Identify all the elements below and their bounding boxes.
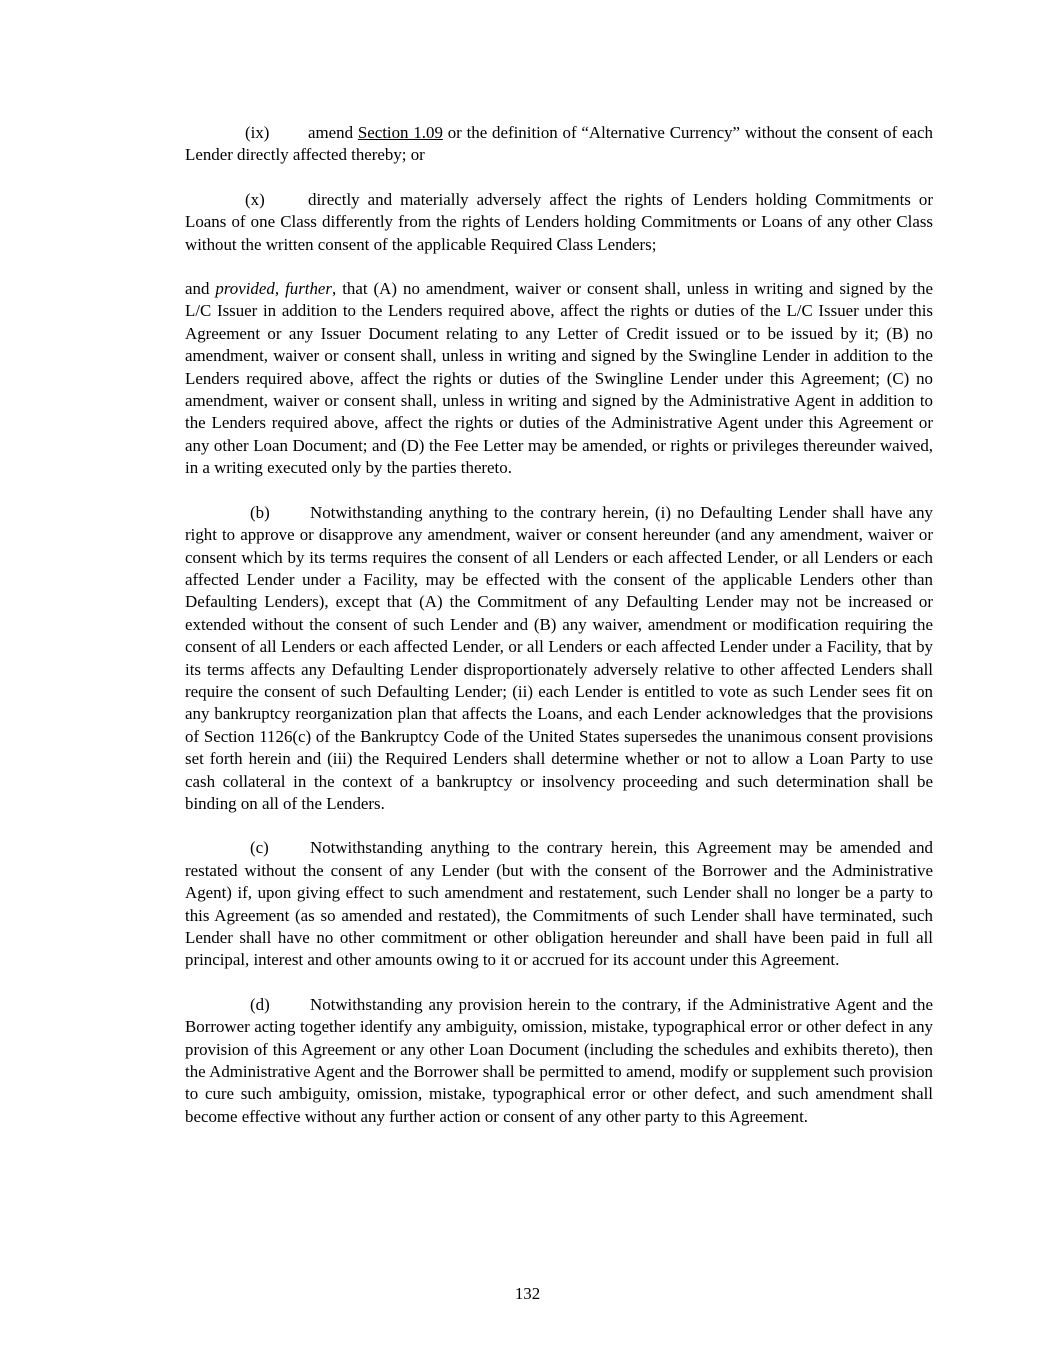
paragraph-d <box>185 994 933 1128</box>
proviso-italic-further: further <box>285 279 332 299</box>
paragraph-c-label: (c) <box>250 838 269 858</box>
clause-x-text: directly and materially adversely affect the rights of Lenders holding Commitments or Loans of one Class differently from the rights of Lenders holding Commitments or Loans of any other Class without the written consent of the applicable Required Class Lenders; <box>185 189 933 254</box>
section-1-09-reference: Section 1.09 <box>357 123 443 142</box>
clause-x-label: (x) <box>245 189 265 209</box>
paragraph-d-text: Notwithstanding any provision herein to the contrary, if the Administrative Agent and the Borrower acting together identify any ambiguity, omission, mistake, typographical error or other defect in any provision of this Agreement or any other Loan Document (including the schedules and exhibits thereto), then the Administrative Agent and the Borrower shall be permitted to amend, modify or supplement such provision to cure such ambiguity, omission, mistake, typographical error or other defect, and such amendment shall become effective without any further action or consent of any other party to this Agreement. <box>185 994 933 1126</box>
paragraph-b-label: (b) <box>250 502 270 522</box>
paragraph-c-text: Notwithstanding anything to the contrary herein, this Agreement may be amended and restated without the consent of any Lender (but with the consent of the Borrower and the Administrative Agent) if, upon giving effect to such amendment and restatement, such Lender shall no longer be a party to this Agreement (as so amended and restated), the Commitments of such Lender shall have terminated, such Lender shall have no other commitment or other obligation hereunder and shall have been paid in full all principal, interest and other amounts owing to it or accrued for its account under this Agreement. <box>185 838 933 970</box>
proviso-paragraph <box>185 278 933 480</box>
page-content <box>185 122 933 1150</box>
clause-ix-label: (ix) <box>245 123 270 142</box>
page-number: 132 <box>514 1284 541 1303</box>
proviso-text-1: and <box>185 279 216 299</box>
paragraph-b <box>185 502 933 816</box>
proviso-italic-provided: provided <box>215 279 275 299</box>
proviso-comma: , <box>274 279 286 299</box>
paragraph-c <box>185 837 933 971</box>
proviso-text-2: , that (A) no amendment, waiver or consent shall, unless in writing and signed by the L/C Issuer in addition to the Lenders required above, affect the rights or duties of the L/C Issuer under this Agreement or any Issuer Document relating to any Letter of Credit issued or to be issued by it; (B) no amendment, waiver or consent shall, unless in writing and signed by the Swingline Lender in addition to the Lenders required above, affect the rights or duties of the Swingline Lender under this Agreement; (C) no amendment, waiver or consent shall, unless in writing and signed by the Administrative Agent in addition to the Lenders required above, affect the rights or duties of the Administrative Agent under this Agreement or any other Loan Document; and (D) the Fee Letter may be amended, or rights or privileges thereunder waived, in a writing executed only by the parties thereto. <box>185 279 933 478</box>
clause-ix-text-start: amend <box>308 123 358 142</box>
paragraph-b-text: Notwithstanding anything to the contrary herein, (i) no Defaulting Lender shall have any right to approve or disapprove any amendment, waiver or consent hereunder (and any amendment, waiver or consent which by its terms requires the consent of all Lenders or each affected Lender, or all Lenders or each affected Lender under a Facility, may be effected with the consent of the applicable Lenders other than Defaulting Lenders), except that (A) the Commitment of any Defaulting Lender may not be increased or extended without the consent of such Lender and (B) any waiver, amendment or modification requiring the consent of all Lenders or each affected Lender, or all Lenders or each affected Lender under a Facility, that by its terms affects any Defaulting Lender disproportionately adversely relative to other affected Lenders shall require the consent of such Defaulting Lender; (ii) each Lender is entitled to vote as such Lender sees fit on any bankruptcy reorganization plan that affects the Loans, and each Lender acknowledges that the provisions of Section 1126(c) of the Bankruptcy Code of the United States supersedes the unanimous consent provisions set forth herein and (iii) the Required Lenders shall determine whether or not to allow a Loan Party to use cash collateral in the context of a bankruptcy or insolvency proceeding and such determination shall be binding on all of the Lenders. <box>185 502 933 813</box>
clause-ix <box>185 122 933 167</box>
clause-ix-text-end: or the definition of “Alternative Currency” without the consent of each Lender directly affected thereby; or <box>185 123 933 165</box>
clause-x <box>185 189 933 256</box>
paragraph-d-label: (d) <box>250 994 270 1014</box>
